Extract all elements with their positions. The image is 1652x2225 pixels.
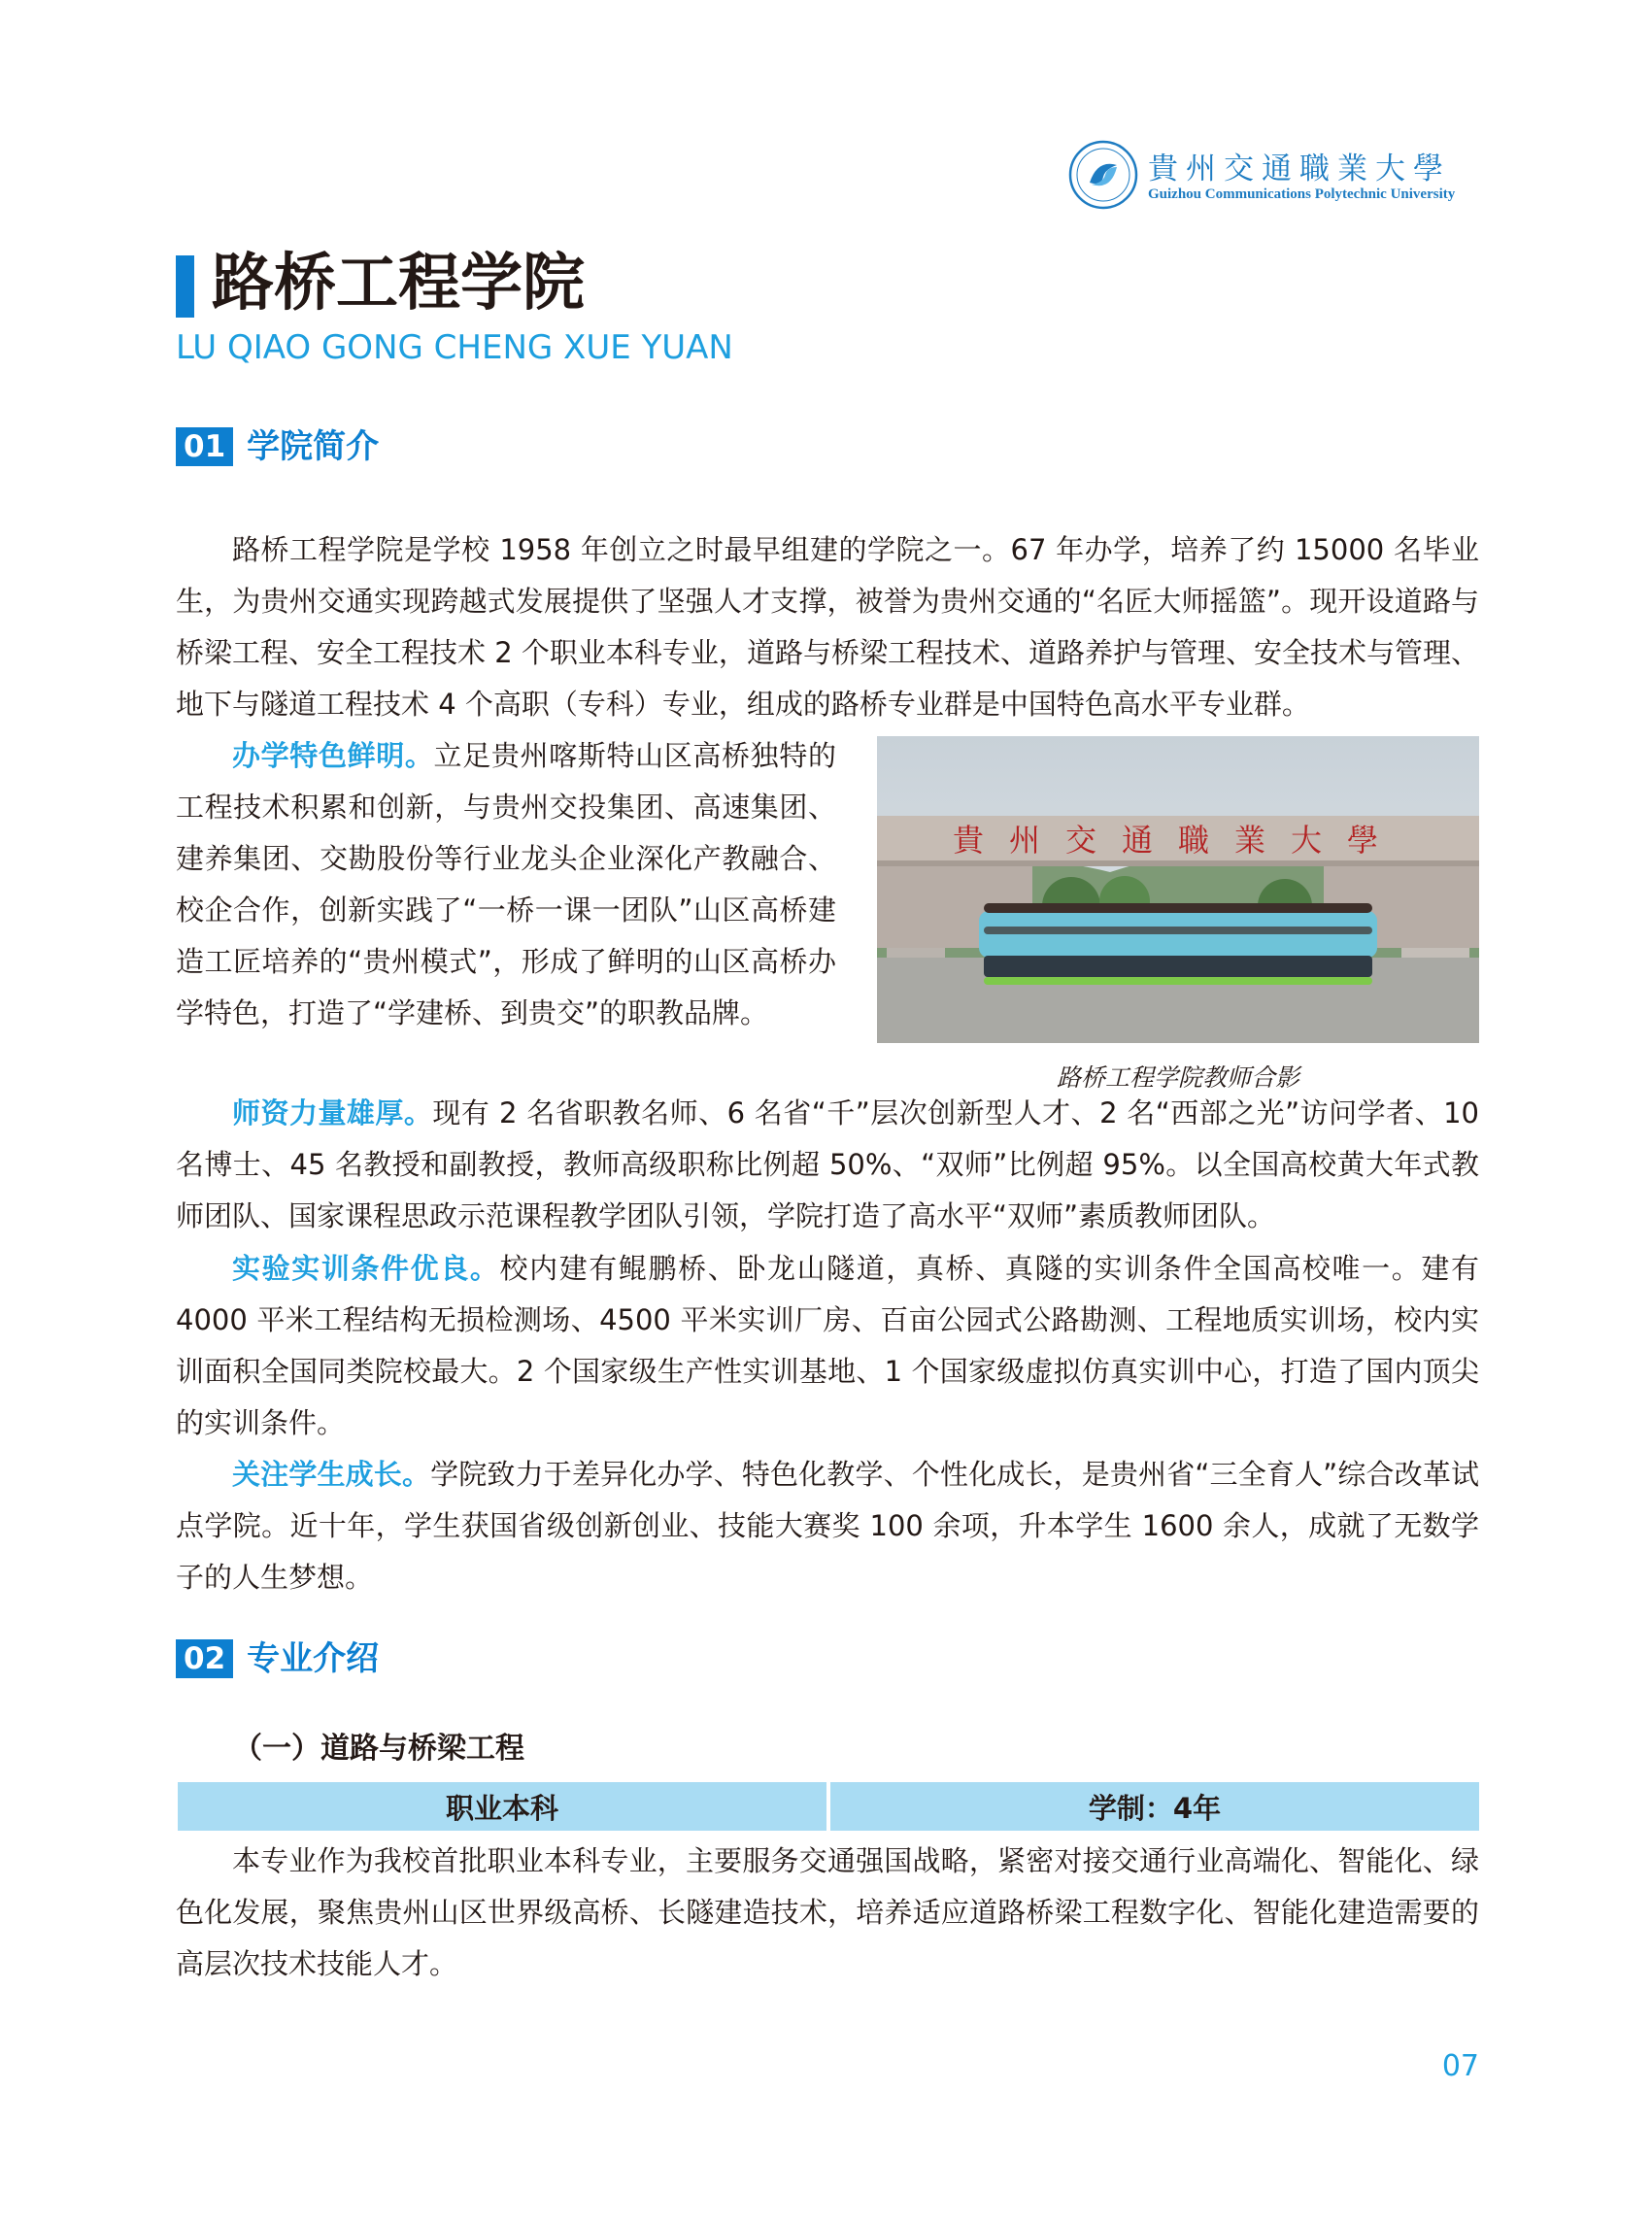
section-header-majors <box>176 1639 379 1678</box>
page-number: 07 <box>1441 2049 1479 2083</box>
duration-cell: 学制：4年 <box>830 1782 1479 1831</box>
major-description: 本专业作为我校首批职业本科专业，主要服务交通强国战略，紧密对接交通行业高端化、智能化、绿色化发展，聚焦贵州山区世界级高桥、长隧建造技术，培养适应道路桥梁工程数字化、智能化建造需要的高层次技术技能人才。 <box>176 1844 1479 1980</box>
feature-lead: 办学特色鲜明。 <box>232 739 434 772</box>
training-text: 校内建有鲲鹏桥、卧龙山隧道，真桥、真隧的实训条件全国高校唯一。建有 4000 平米工程结构无损检测场、4500 平米实训厂房、百亩公园式公路勘测、工程地质实训场，校内实训面积全国同类院校最大。2 个国家级生产性实训基地、1 个国家级虚拟仿真实训中心，打造了国内顶尖的实训条件。 <box>176 1252 1479 1439</box>
training-lead: 实验实训条件优良。 <box>232 1252 500 1285</box>
major-info-band <box>178 1782 1479 1831</box>
feature-paragraph <box>176 730 836 1039</box>
logo-english-name: Guizhou Communications Polytechnic University <box>1148 186 1456 202</box>
page-title-pinyin: LU QIAO GONG CHENG XUE YUAN <box>176 328 733 367</box>
teachers-lead: 师资力量雄厚。 <box>232 1096 433 1129</box>
teachers-paragraph <box>176 1088 1479 1242</box>
logo-chinese-name: 貴州交通職業大學 <box>1148 152 1451 186</box>
teachers-text: 现有 2 名省职教名师、6 名省“千”层次创新型人才、2 名“西部之光”访问学者、10 名博士、45 名教授和副教授，教师高级职称比例超 50%、“双师”比例超 95%。以全国高校黄大年式教师团队、国家课程思政示范课程教学团队引领，学院打造了高水平“双师”素质教师团队。 <box>176 1096 1479 1232</box>
section-header-intro <box>176 427 379 466</box>
section-number: 01 <box>176 427 233 466</box>
university-logo <box>1068 136 1486 214</box>
students-lead: 关注学生成长。 <box>232 1458 431 1491</box>
students-text: 学院致力于差异化办学、特色化教学、个性化成长，是贵州省“三全育人”综合改革试点学院。近十年，学生获国省级创新创业、技能大赛奖 100 余项，升本学生 1600 余人，成就了无数学子的人生梦想。 <box>176 1458 1479 1594</box>
degree-type-cell: 职业本科 <box>178 1782 826 1831</box>
faculty-group-photo <box>877 736 1479 1043</box>
feature-text: 立足贵州喀斯特山区高桥独特的工程技术积累和创新，与贵州交投集团、高速集团、建养集团、交勘股份等行业龙头企业深化产教融合、校企合作，创新实践了“一桥一课一团队”山区高桥建造工匠培养的“贵州模式”，形成了鲜明的山区高桥办学特色，打造了“学建桥、到贵交”的职教品牌。 <box>176 739 836 1029</box>
section-label: 专业介绍 <box>247 1639 380 1678</box>
training-paragraph <box>176 1243 1479 1449</box>
title-accent-bar <box>176 255 194 318</box>
university-emblem-icon <box>1068 140 1138 210</box>
page-title: 路桥工程学院 <box>212 248 585 320</box>
photo-caption: 路桥工程学院教师合影 <box>1056 1063 1299 1092</box>
faculty-group-photo-image <box>877 736 1479 1043</box>
students-paragraph <box>176 1449 1479 1603</box>
section-label: 学院简介 <box>247 427 380 466</box>
intro-paragraph: 路桥工程学院是学校 1958 年创立之时最早组建的学院之一。67 年办学，培养了约 15000 名毕业生，为贵州交通实现跨越式发展提供了坚强人才支撑，被誉为贵州交通的“名匠大师摇篮”。现开设道路与桥梁工程、安全工程技术 2 个职业本科专业，道路与桥梁工程技术、道路养护与管理、安全技术与管理、地下与隧道工程技术 4 个高职（专科）专业，组成的路桥专业群是中国特色高水平专业群。 <box>176 533 1479 721</box>
section-number: 02 <box>176 1639 233 1678</box>
gate-inscription: 貴州交通職業大學 <box>952 822 1404 859</box>
major-title: （一）道路与桥梁工程 <box>233 1732 524 1766</box>
